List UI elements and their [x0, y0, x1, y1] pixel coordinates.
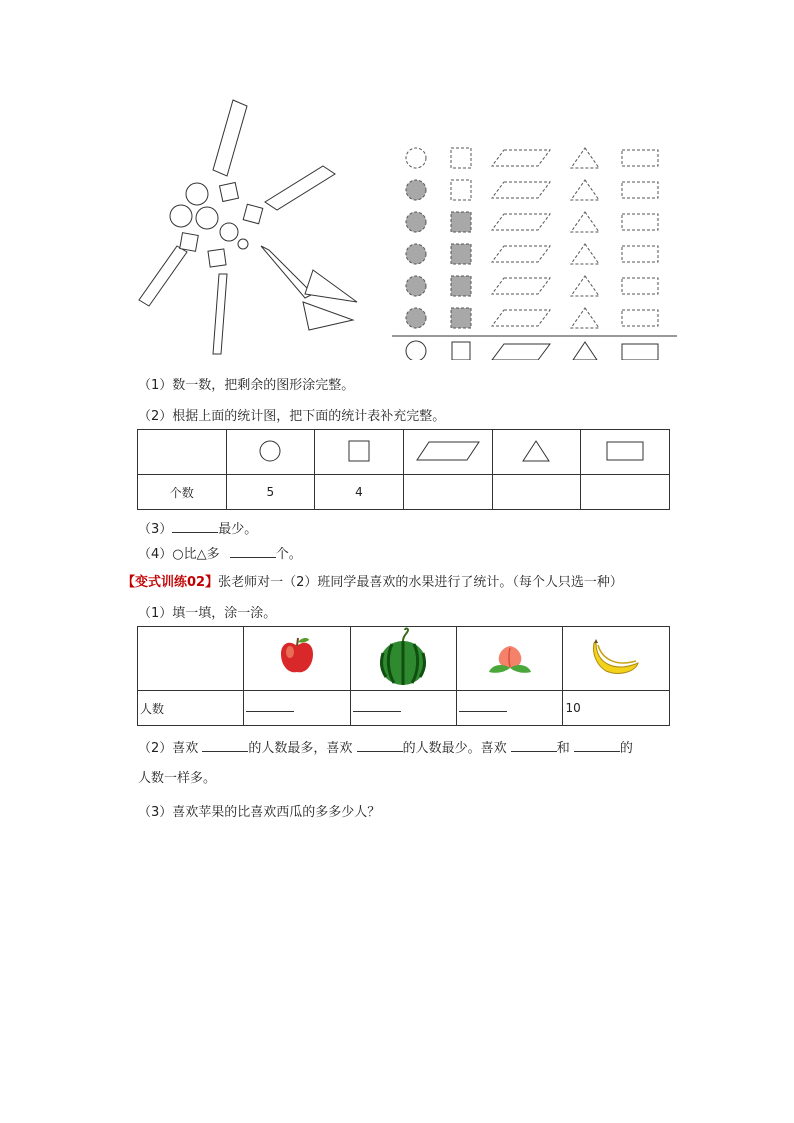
variant-tag: 【变式训练02】 [122, 575, 219, 590]
square-icon [346, 438, 372, 464]
circle-c [196, 207, 218, 229]
blade-right [265, 166, 335, 210]
header-watermelon [350, 627, 456, 691]
variant-heading [122, 571, 623, 590]
square-c [180, 233, 199, 252]
q1-part3 [138, 518, 257, 537]
count-peach[interactable] [457, 691, 563, 726]
q1-part3-blank[interactable] [172, 520, 218, 533]
q2-part2-a: （2）喜欢 [138, 741, 199, 756]
blade-left [139, 246, 187, 306]
header-square [315, 430, 404, 475]
count-apple[interactable] [244, 691, 350, 726]
q2-part2-continued: 人数一样多。 [138, 771, 217, 786]
triangle-a [305, 270, 357, 302]
banana-icon [590, 637, 642, 677]
blade-lower-right [261, 246, 313, 298]
header-apple [244, 627, 350, 691]
q2-part1: （1）填一填，涂一涂。 [138, 606, 277, 621]
fruit-count-table [137, 626, 670, 726]
count-row-label: 个数 [138, 475, 227, 510]
q2-part3: （3）喜欢苹果的比喜欢西瓜的多多少人？ [138, 805, 381, 820]
pictograph [406, 148, 658, 328]
square-a [220, 183, 239, 202]
blade-bottom [213, 274, 227, 354]
watermelon-count-blank[interactable] [353, 701, 401, 712]
q2-part2-b: 的人数最多，喜欢 [248, 741, 353, 756]
header-triangle [492, 430, 581, 475]
circle-e [238, 239, 248, 249]
q1-part1: （1）数一数，把剩余的图形涂完整。 [138, 378, 355, 393]
statistics-figure [137, 98, 677, 360]
count-circle: 5 [226, 475, 315, 510]
q1-part4-prefix: （4）○比△多 [138, 547, 220, 562]
q2-blank-most[interactable] [202, 739, 248, 752]
table2-corner [138, 627, 244, 691]
peach-icon [487, 638, 533, 676]
header-circle [226, 430, 315, 475]
variant-text: 张老师对一（2）班同学最喜欢的水果进行了统计。（每个人只选一种） [218, 575, 623, 590]
q1-part4 [138, 543, 302, 562]
q1-part4-suffix: 个。 [275, 547, 302, 562]
circle-b [170, 205, 192, 227]
q2-blank-least[interactable] [357, 739, 403, 752]
count-watermelon[interactable] [350, 691, 456, 726]
apple-count-blank[interactable] [246, 701, 294, 712]
q2-blank-same-2[interactable] [574, 739, 620, 752]
count-triangle[interactable] [492, 475, 581, 510]
count-banana: 10 [563, 691, 670, 726]
header-rectangle [581, 430, 670, 475]
square-d [208, 249, 226, 267]
header-banana [563, 627, 670, 691]
circle-d [220, 223, 238, 241]
q2-part2-c: 的人数最少。喜欢 [402, 741, 507, 756]
triangle-icon [521, 438, 551, 464]
square-b [243, 204, 263, 224]
q2-part2 [138, 737, 633, 756]
people-row-label: 人数 [138, 691, 244, 726]
table1-corner [138, 430, 227, 475]
q1-part2: （2）根据上面的统计图，把下面的统计表补充完整。 [138, 409, 446, 424]
circle-icon [257, 438, 283, 464]
scattered-shapes [139, 100, 357, 354]
apple-icon [277, 636, 317, 678]
count-square: 4 [315, 475, 404, 510]
q2-blank-same-1[interactable] [511, 739, 557, 752]
header-peach [457, 627, 563, 691]
blade-top [213, 100, 247, 176]
count-parallelogram[interactable] [403, 475, 492, 510]
triangle-b [303, 302, 353, 330]
parallelogram-icon [413, 439, 483, 463]
watermelon-icon [378, 627, 428, 687]
q1-part3-prefix: （3） [138, 522, 173, 537]
q2-part2-e: 的 [619, 741, 633, 756]
rectangle-icon [605, 439, 645, 463]
shape-count-table [137, 429, 670, 510]
circle-a [186, 183, 208, 205]
count-rectangle[interactable] [581, 475, 670, 510]
peach-count-blank[interactable] [459, 701, 507, 712]
q2-part2-d: 和 [556, 741, 570, 756]
q1-part4-blank[interactable] [230, 545, 276, 558]
q1-part3-suffix: 最少。 [218, 522, 258, 537]
pictograph-labels [406, 341, 658, 360]
header-parallelogram [403, 430, 492, 475]
